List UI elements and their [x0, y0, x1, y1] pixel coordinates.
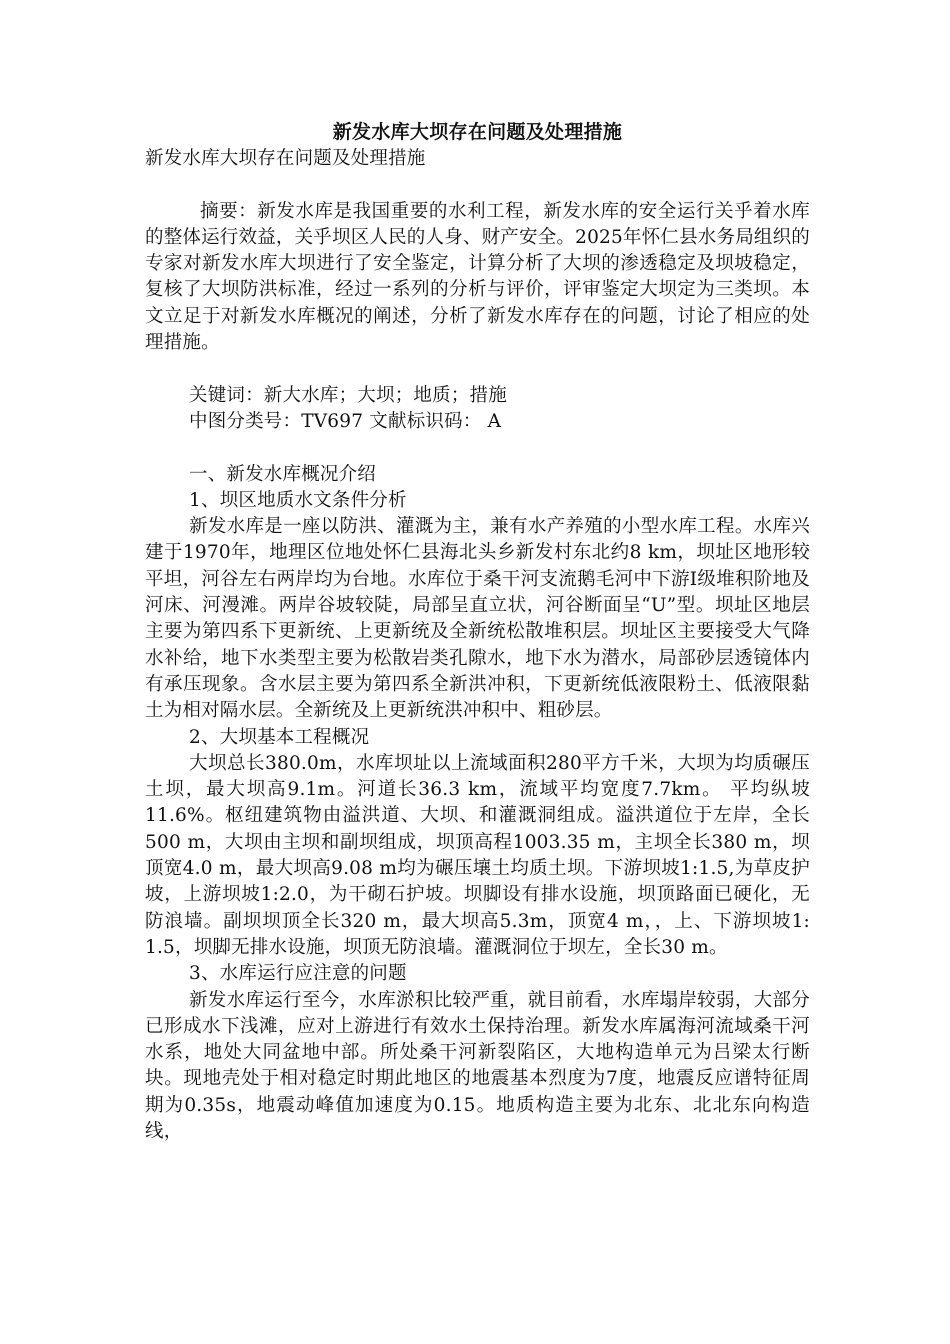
body-paragraph: 新发水库运行至今，水库淤积比较严重，就目前看，水库塌岸较弱，大部分已形成水下浅滩，应对上游进行有效水土保持治理。新发水库属海河流域桑干河水系，地处大同盆地中部。所处桑干河新裂陷区，大地构造单元为吕梁太行断块。现地壳处于相对稳定时期此地区的地震基本烈度为7度，地震反应谱特征周期为0.35s，地震动峰值加速度为0.15。地质构造主要为北东、北北东向构造线， — [145, 989, 810, 1142]
section-heading: 一、新发水库概况介绍 — [189, 463, 377, 485]
classification-line: 中图分类号：TV697 文献标识码： A — [189, 410, 502, 432]
subsection-heading: 1、坝区地质水文条件分析 — [189, 489, 407, 511]
subsection-heading: 2、大坝基本工程概况 — [189, 726, 370, 748]
subsection-heading: 3、水库运行应注意的问题 — [189, 963, 407, 985]
body-paragraph: 大坝总长380.0m，水库坝址以上流域面积280平方千米，大坝为均质碾压土坝，最大坝高9.1m。河道长36.3 km，流域平均宽度7.7km。 平均纵坡11.6%。枢纽建筑物由溢洪道、大坝、和灌溉洞组成。溢洪道位于左岸，全长500 m，大坝由主坝和副坝组成，坝顶高程1003.35 m，主坝全长380 m，坝顶宽4.0 m，最大坝高9.08 m均为碾压壤土均质土坝。下游坝坡1:1.5,为草皮护坡，上游坝坡1:2.0，为干砌石护坡。坝脚设有排水设施，坝顶路面已硬化，无防浪墙。副坝坝顶全长320 m，最大坝高5.3m，顶宽4 m，，上、下游坝坡1: 1.5，坝脚无排水设施，坝顶无防浪墙。灌溉洞位于坝左，全长30 m。 — [145, 752, 810, 958]
spacer — [145, 356, 810, 382]
body-paragraph: 新发水库是一座以防洪、灌溉为主，兼有水产养殖的小型水库工程。水库兴建于1970年，地理区位地处怀仁县海北头乡新发村东北约8 km，坝址区地形较平坦，河谷左右两岸均为台地。水库位于桑干河支流鹅毛河中下游Ⅰ级堆积阶地及河床、河漫滩。两岸谷坡较陡，局部呈直立状，河谷断面呈“U”型。坝址区地层主要为第四系下更新统、上更新统及全新统松散堆积层。坝址区主要接受大气降水补给，地下水类型主要为松散岩类孔隙水，地下水为潜水，局部砂层透镜体内有承压现象。含水层主要为第四系全新洪冲积，下更新统低液限粉土、低液限黏土为相对隔水层。全新统及上更新统洪冲积中、粗砂层。 — [145, 516, 810, 722]
spacer — [145, 172, 810, 198]
keywords-line: 关键词：新大水库；大坝；地质；措施 — [189, 384, 507, 406]
document-page — [145, 118, 810, 1145]
spacer — [145, 435, 810, 461]
abstract-paragraph: 摘要：新发水库是我国重要的水利工程，新发水库的安全运行关乎着水库的整体运行效益，关乎坝区人民的人身、财产安全。2025年怀仁县水务局组织的专家对新发水库大坝进行了安全鉴定，计算分析了大坝的渗透稳定及坝坡稳定，复核了大坝防洪标准，经过一系列的分析与评价，评审鉴定大坝定为三类坝。本文立足于对新发水库概况的阐述，分析了新发水库存在的问题，讨论了相应的处理措施。 — [145, 200, 810, 354]
document-title: 新发水库大坝存在问题及处理措施 — [332, 121, 623, 143]
document-subtitle: 新发水库大坝存在问题及处理措施 — [145, 148, 426, 169]
